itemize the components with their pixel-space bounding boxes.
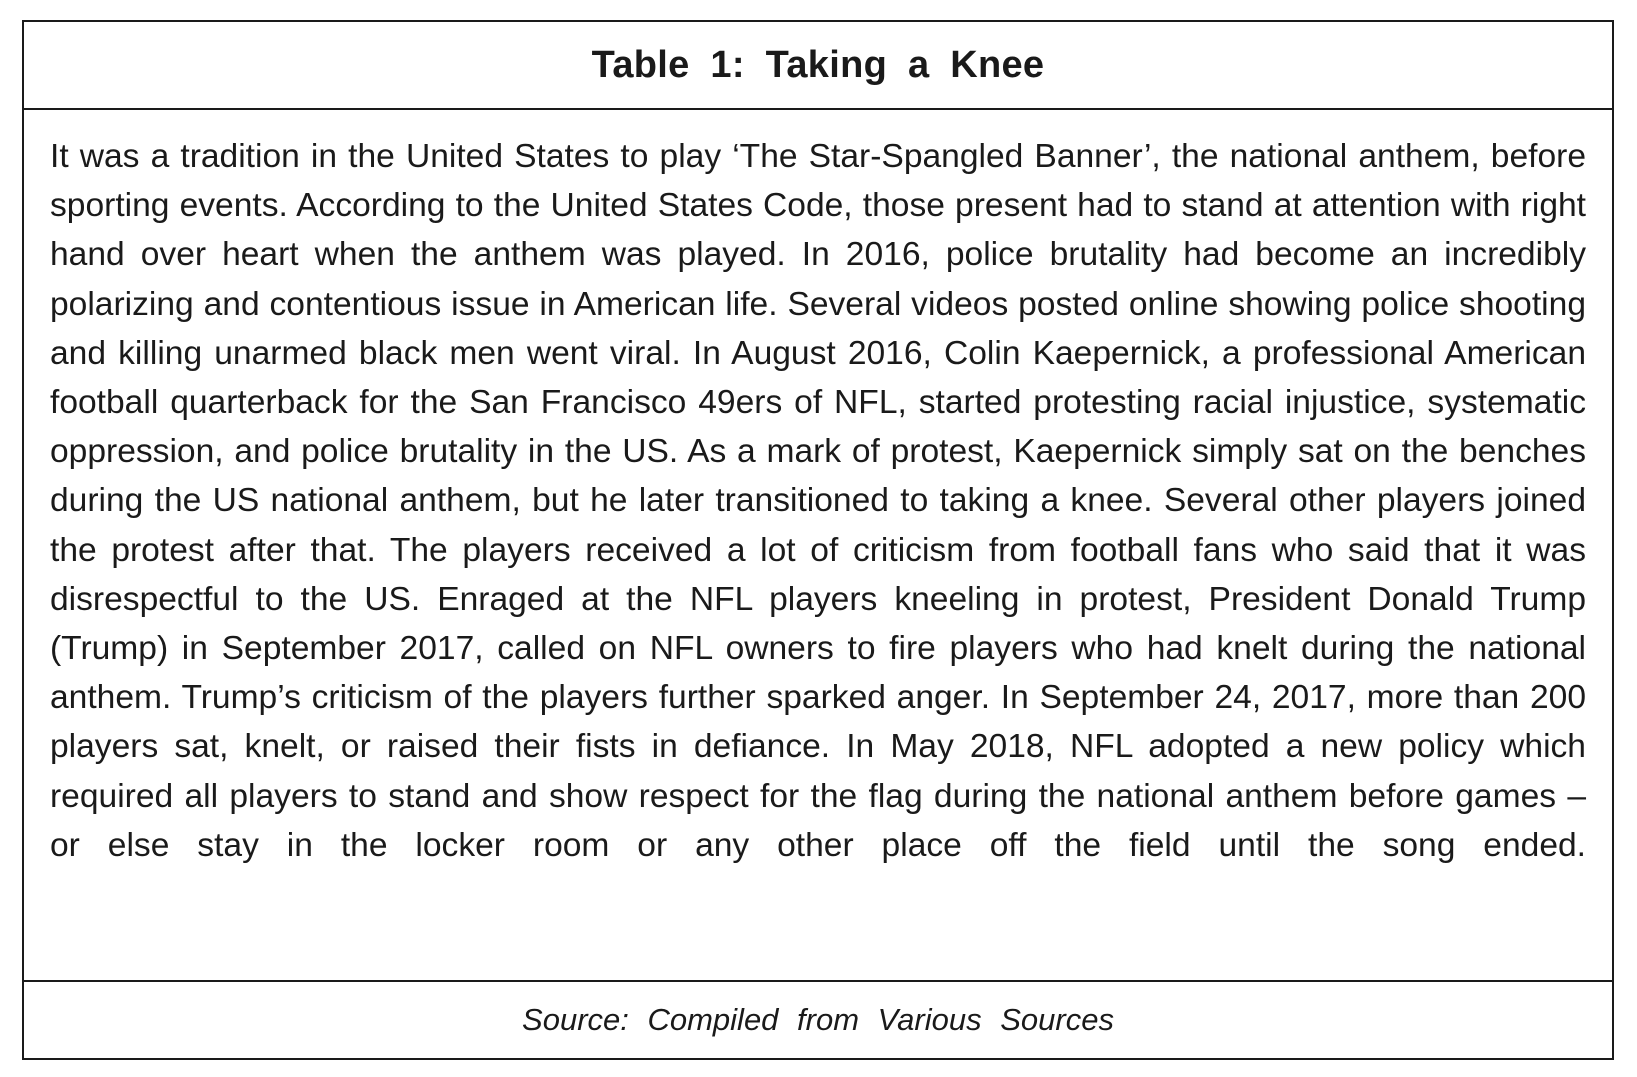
taking-a-knee-table [22,20,1614,1060]
table-title: Table 1: Taking a Knee [591,43,1045,86]
table-source-row [24,982,1612,1058]
table-source: Source: Compiled from Various Sources [522,1002,1114,1037]
table-body-text: It was a tradition in the United States to play ‘The Star-Spangled Banner’, the national anthem, before sporting events. According to the United States Code, those present had to stand at attention with right hand over heart when the anthem was played. In 2016, police brutality had become an incredibly polarizing and contentious issue in American life. Several videos posted online showing police shooting and killing unarmed black men went viral. In August 2016, Colin Kaepernick, a professional American football quarterback for the San Francisco 49ers of NFL, started protesting racial injustice, systematic oppression, and police brutality in the US. As a mark of protest, Kaepernick simply sat on the benches during the US national anthem, but he later transitioned to taking a knee. Several other players joined the protest after that. The players received a lot of criticism from football fans who said that it was disrespectful to the US. Enraged at the NFL players kneeling in protest, President Donald Trump (Trump) in September 2017, called on NFL owners to fire players who had knelt during the national anthem. Trump’s criticism of the players further sparked anger. In September 24, 2017, more than 200 players sat, knelt, or raised their fists in defiance. In May 2018, NFL adopted a new policy which required all players to stand and show respect for the flag during the national anthem before games – or else stay in the locker room or any other place off the field until the song ended. [50,138,1586,864]
table-title-row [24,22,1612,110]
table-body-row [24,110,1612,982]
